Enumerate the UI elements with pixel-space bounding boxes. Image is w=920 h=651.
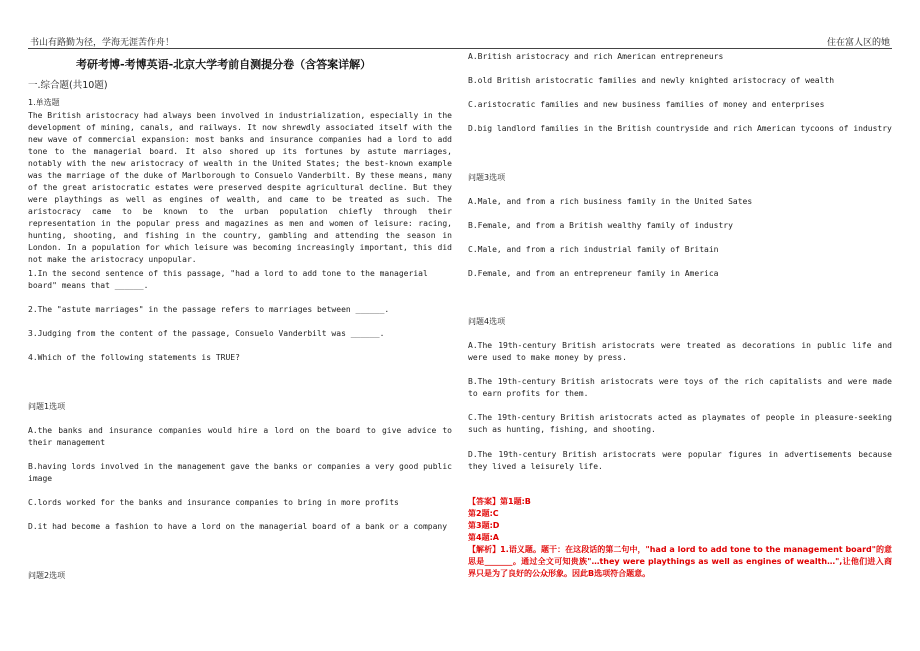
q4-option-d: D.The 19th-century British aristocrats were popular figures in advertisements because they lived a leisurely life. bbox=[468, 450, 892, 471]
answer-3: 第3题:D bbox=[468, 521, 500, 530]
q3-option-a: A.Male, and from a rich business family in the United Sates bbox=[468, 197, 753, 206]
question-2: 2.The "astute marriages" in the passage refers to marriages between ______. bbox=[28, 305, 390, 314]
q1-option-d: D.it had become a fashion to have a lord on the managerial board of a bank or a company bbox=[28, 522, 448, 531]
q4-option-a: A.The 19th-century British aristocrats were treated as decorations in public life and were used to make money by press. bbox=[468, 341, 892, 362]
header-divider bbox=[28, 48, 892, 49]
q2-options-heading: 问题2选项 bbox=[28, 571, 66, 580]
q2-option-a: A.British aristocracy and rich American entrepreneurs bbox=[468, 52, 724, 61]
question-1: 1.In the second sentence of this passage, "had a lord to add tone to the managerial board" means that ______. bbox=[28, 269, 428, 290]
q3-option-d: D.Female, and from an entrepreneur family in America bbox=[468, 269, 719, 278]
q1-option-b: B.having lords involved in the management gave the banks or companies a very good public image bbox=[28, 462, 452, 483]
page-title: 考研考博-考博英语-北京大学考前自测提分卷（含答案详解） bbox=[76, 58, 372, 71]
header-author: 住在富人区的她 bbox=[826, 38, 890, 48]
q1-options-heading: 问题1选项 bbox=[28, 402, 66, 411]
q3-option-c: C.Male, and from a rich industrial family of Britain bbox=[468, 245, 719, 254]
q4-option-c: C.The 19th-century British aristocrats acted as playmates of people in pleasure-seeking such as hunting, fishing, and shooting. bbox=[468, 413, 892, 434]
passage: The British aristocracy had always been involved in industrialization, especially in the development of mining, canals, and railways. It now shrewdly associated itself with the new wave of commercial expansion: most banks and insurance companies had a lord to add tone to the managerial board. It also shored up its fortunes by astute marriages, notably with the new aristocracy of wealth in the United States; the best-known example was the marriage of the duke of Marlborough to Consuelo Vanderbilt. By these means, many of the great aristocratic estates were preserved despite agricultural decline. But they were playthings as well as engines of wealth, and came to be treated as such. The aristocracy came to be known to the urban population chiefly through their representation in the popular press and magazines as men and women of leisure: racing, hunting, shooting, and fishing in the country, gambling and attending the season in London. In a population for which leisure was becoming increasingly important, this did not make the aristocracy unpopular. bbox=[28, 111, 452, 264]
section-title: 一.综合题(共10题) bbox=[28, 80, 108, 91]
q2-option-b: B.old British aristocratic families and newly knighted aristocracy of wealth bbox=[468, 76, 835, 85]
q2-option-c: C.aristocratic families and new business families of money and enterprises bbox=[468, 100, 825, 109]
q3-option-b: B.Female, and from a British wealthy family of industry bbox=[468, 221, 733, 230]
q4-option-b: B.The 19th-century British aristocrats were toys of the rich capitalists and were made to earn profits for them. bbox=[468, 377, 892, 398]
q1-option-a: A.the banks and insurance companies would hire a lord on the board to give advice to their management bbox=[28, 426, 452, 447]
q3-options-heading: 问题3选项 bbox=[468, 173, 506, 182]
q1-option-c: C.lords worked for the banks and insurance companies to bring in more profits bbox=[28, 498, 399, 507]
question-4: 4.Which of the following statements is TRUE? bbox=[28, 353, 240, 362]
q4-options-heading: 问题4选项 bbox=[468, 317, 506, 326]
answer-1: 【答案】第1题:B bbox=[468, 497, 531, 506]
answer-analysis: 【解析】1.语义题。题干：在这段话的第二句中，"had a lord to add tone to the management board"的意思是_______。通过全文可知贵族"…they were playthings as well as engines of wealth…",让他们进入商界只是为了良好的公众形象。因此B选项符合题意。 bbox=[468, 545, 892, 578]
header-motto: 书山有路勤为径，学海无涯苦作舟！ bbox=[30, 38, 175, 48]
question-3: 3.Judging from the content of the passage, Consuelo Vanderbilt was ______. bbox=[28, 329, 385, 338]
answer-4: 第4题:A bbox=[468, 533, 499, 542]
q2-option-d: D.big landlord families in the British countryside and rich American tycoons of industry bbox=[468, 124, 892, 133]
question-type: 1.单选题 bbox=[28, 98, 60, 107]
answer-2: 第2题:C bbox=[468, 509, 499, 518]
